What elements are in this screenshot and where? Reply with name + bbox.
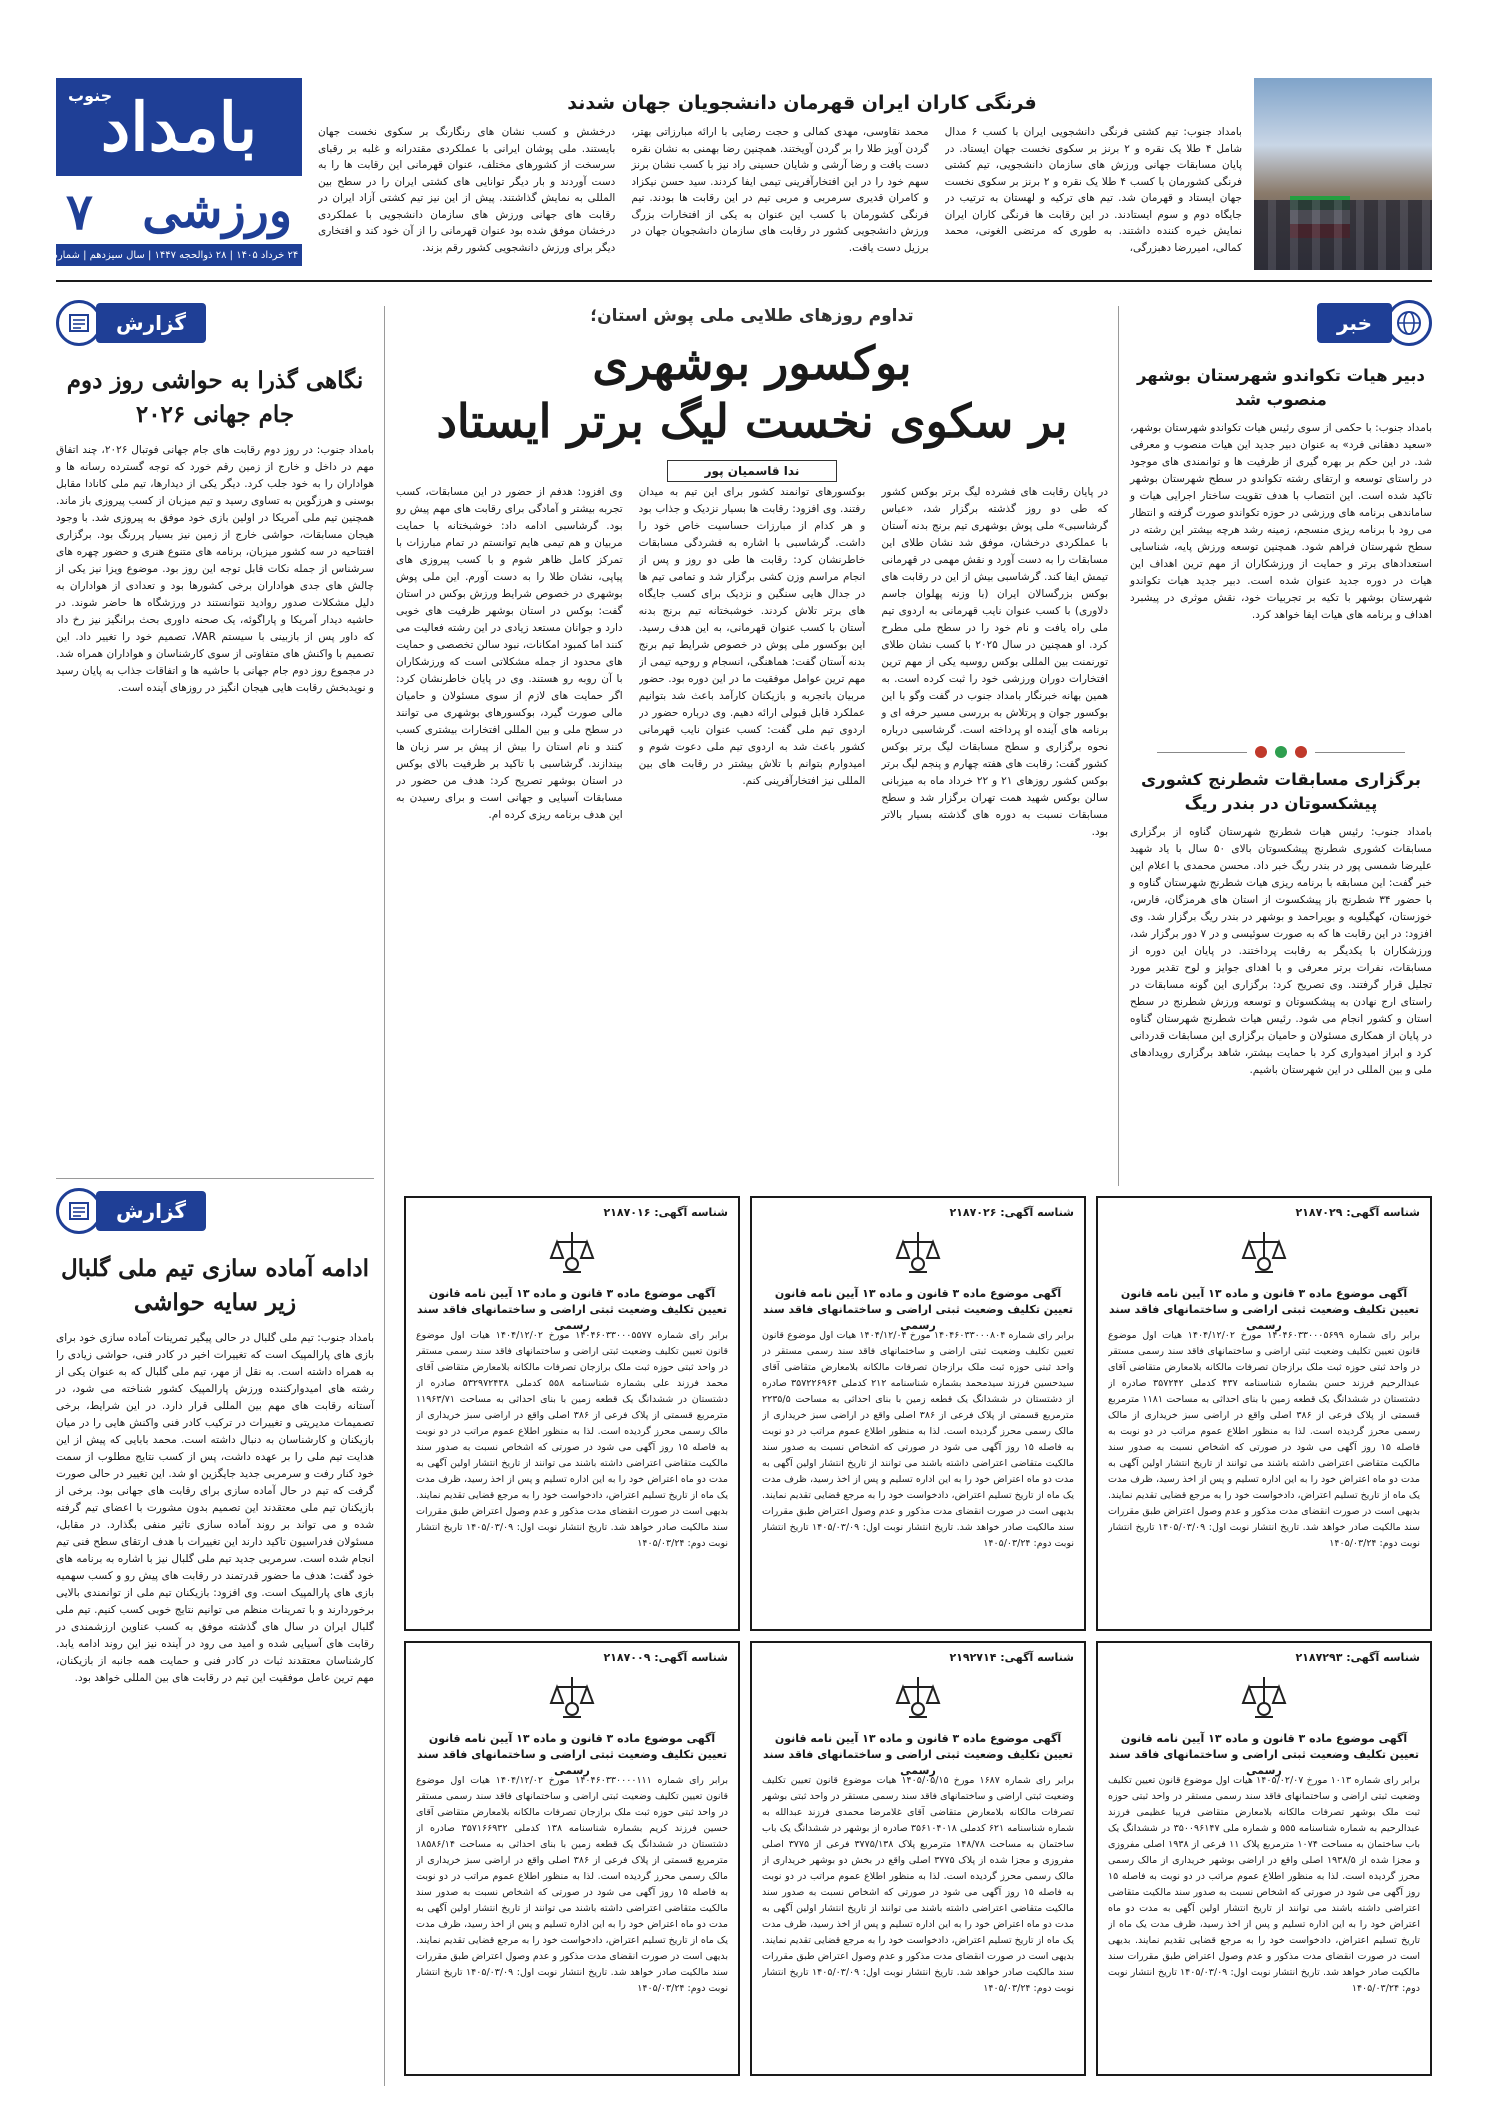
news-headline: دبیر هیات تکواندو شهرستان بوشهر منصوب شد — [1137, 366, 1425, 409]
emblem-icon — [891, 1673, 945, 1725]
top-story-headline: فرنگی کاران ایران قهرمان دانشجویان جهان شدند — [567, 92, 1037, 114]
ad-body: برابر رای شماره ۱۴۰۴۶۰۳۳۰۰۰۰۱۱۱ مورخ ۱۴۰۴/۱۲/۰۲ هیات اول موضوع قانون تعیین تکلیف وضعیت ثبتی اراضی و ساختمانهای فاقد سند رسمی مستقر در واحد ثبتی حوزه ثبت ملک برازجان تصرفات مالکانه بلامعارض متقاضی آقای حسین فرزند کریم بشماره شناسنامه ۱۳۸ کدملی ۳۵۷۱۶۶۹۳۲ صادره از دشتستان در ششدانگ یک قطعه زمین با بنای احداثی به مساحت ۱۸۵۸۶/۱۴ مترمربع قسمتی از پلاک فرعی از ۳۸۶ اصلی واقع در اراضی سبز خریداری از مالک رسمی محرز گردیده است. لذا به منظور اطلاع عموم مراتب در دو نوبت به فاصله ۱۵ روز آگهی می شود در صورتی که اشخاص نسبت به صدور سند مالکیت متقاضی اعتراضی داشته باشند می توانند از تاریخ انتشار اولین آگهی به مدت دو ماه اعتراض خود را به این اداره تسلیم و پس از اخذ رسید، ظرف مدت یک ماه از تاریخ تسلیم اعتراض، دادخواست خود را به مرجع قضایی تقدیم نمایند. بدیهی است در صورت انقضای مدت مذکور و عدم وصول اعتراض طبق مقررات سند مالکیت صادر خواهد شد. تاریخ انتشار نوبت اول: ۱۴۰۵/۰۳/۰۹ تاریخ انتشار نوبت دوم: ۱۴۰۵/۰۳/۲۴ — [416, 1775, 728, 1994]
ad-body: برابر رای شماره ۱۴۰۴۶۰۳۳۰۰۰۵۶۹۹ مورخ ۱۴۰۴/۱۲/۰۲ هیات اول موضوع قانون تعیین تکلیف وضعیت ثبتی اراضی و ساختمانهای فاقد سند رسمی مستقر در واحد ثبتی حوزه ثبت ملک برازجان تصرفات مالکانه بلامعارض متقاضی آقای عبدالرحیم فرزند حسن بشماره شناسنامه ۴۳۷ کدملی ۳۵۷۲۴۲ صادره از دشتستان در ششدانگ یک قطعه زمین با بنای احداثی به مساحت ۱۱۸۱ مترمربع قسمتی از پلاک فرعی از ۳۸۶ اصلی واقع در اراضی سبز خریداری از مالک رسمی محرز گردیده است. لذا به منظور اطلاع عموم مراتب در دو نوبت به فاصله ۱۵ روز آگهی می شود در صورتی که اشخاص نسبت به صدور سند مالکیت متقاضی اعتراضی داشته باشند می توانند از تاریخ انتشار اولین آگهی به مدت دو ماه اعتراض خود را به این اداره تسلیم و پس از اخذ رسید، ظرف مدت یک ماه از تاریخ تسلیم اعتراض، دادخواست خود را به مرجع قضایی تقدیم نمایند. بدیهی است در صورت انقضای مدت مذکور و عدم وصول اعتراض طبق مقررات سند مالکیت صادر خواهد شد. تاریخ انتشار نوبت اول: ۱۴۰۵/۰۳/۰۹ تاریخ انتشار نوبت دوم: ۱۴۰۵/۰۳/۲۴ — [1108, 1330, 1420, 1549]
section-title: ورزشی — [142, 183, 292, 239]
news-column — [1130, 306, 1432, 1186]
report-column-2 — [56, 1188, 374, 2088]
masthead-section-row — [56, 182, 302, 240]
report-tab-label: گزارش — [96, 303, 206, 343]
news-headline: برگزاری مسابقات شطرنج کشوری پیشکسوتان در بندر ریگ — [1141, 770, 1421, 813]
top-story-column: درخشش و کسب نشان های رنگارنگ بر سکوی نخست جهان بایستند. ملی پوشان ایرانی با عملکردی مقتدرانه و غلبه بر رقبای سرسخت از کشورهای مختلف، عنوان قهرمانی این رقابت ها را به دست آوردند و بار دیگر توانایی های کشتی ایران را در سطح بین المللی به نمایش گذاشتند. پیش از این نیز تیم کشتی آزاد ایران در رقابت های جهانی ورزش های سازمان دانشجویی با عملکردی درخشان موفق شده بود عنوان قهرمانی را از آن خود کند و افتخاری دیگر برای ورزش دانشجویی کشور رقم بزند. — [318, 126, 616, 254]
ad-number: شناسه آگهی: ۲۱۸۷۰۱۶ — [603, 1206, 728, 1219]
newspaper-page — [27, 78, 1433, 2088]
news-item-2 — [1130, 736, 1432, 1079]
masthead-logo-block — [56, 78, 302, 176]
ad-body: برابر رای شماره ۱۴۰۴۶۰۳۳۰۰۰۸۰۴ مورخ ۱۴۰۴/۱۲/۰۴ هیات اول موضوع قانون تعیین تکلیف وضعیت ثبتی اراضی و ساختمانهای فاقد سند رسمی مستقر در واحد ثبتی حوزه ثبت ملک برازجان تصرفات مالکانه بلامعارض متقاضی آقای سیدحسین فرزند سیدمحمد بشماره شناسنامه ۲۱۲ کدملی ۳۵۷۲۲۶۹۶۴ صادره از دشتستان در ششدانگ یک قطعه زمین با بنای احداثی به مساحت ۲۲۳۵/۵ مترمربع قسمتی از پلاک فرعی از ۳۸۶ اصلی واقع در اراضی سبز خریداری از مالک رسمی محرز گردیده است. لذا به منظور اطلاع عموم مراتب در دو نوبت به فاصله ۱۵ روز آگهی می شود در صورتی که اشخاص نسبت به صدور سند مالکیت متقاضی اعتراضی داشته باشند می توانند از تاریخ انتشار اولین آگهی به مدت دو ماه اعتراض خود را به این اداره تسلیم و پس از اخذ رسید، ظرف مدت یک ماه از تاریخ تسلیم اعتراض، دادخواست خود را به مرجع قضایی تقدیم نمایند. بدیهی است در صورت انقضای مدت مذکور و عدم وصول اعتراض طبق مقررات سند مالکیت صادر خواهد شد. تاریخ انتشار نوبت اول: ۱۴۰۵/۰۳/۰۹ تاریخ انتشار نوبت دوم: ۱۴۰۵/۰۳/۲۴ — [762, 1330, 1074, 1549]
ad-box — [750, 1641, 1086, 2076]
main-title-line1: بوکسور بوشهری — [592, 336, 912, 390]
ad-number: شناسه آگهی: ۲۱۸۷۰۲۹ — [1295, 1206, 1420, 1219]
report-column-1 — [56, 306, 374, 1186]
separator-dots — [1130, 746, 1432, 758]
column-divider — [1118, 306, 1119, 1186]
ad-body: برابر رای شماره ۱۶۸۷ مورخ ۱۴۰۵/۰۵/۱۵ هیات موضوع قانون تعیین تکلیف وضعیت ثبتی اراضی و ساختمانهای فاقد سند رسمی مستقر در واحد ثبتی بوشهر تصرفات مالکانه بلامعارض متقاضی آقای غلامرضا محمدی فرزند عبدالله به شماره شناسنامه ۶۲۱ کدملی ۳۵۶۱۰۴۰۱۸ صادره از بوشهر در ششدانگ یک باب ساختمان به مساحت ۱۴۸/۷۸ مترمربع پلاک ۳۷۷۵/۱۳۸ فرعی از ۳۷۷۵ اصلی مفروزی و مجزا شده از پلاک ۳۷۷۵ اصلی واقع در بخش دو بوشهر خریداری از مالک رسمی محرز گردیده است. لذا به منظور اطلاع عموم مراتب در دو نوبت به فاصله ۱۵ روز آگهی می شود در صورتی که اشخاص نسبت به صدور سند مالکیت متقاضی اعتراضی داشته باشند می توانند از تاریخ انتشار اولین آگهی به مدت دو ماه اعتراض خود را به این اداره تسلیم و پس از اخذ رسید، ظرف مدت یک ماه از تاریخ تسلیم اعتراض، دادخواست خود را به مرجع قضایی تقدیم نمایند. بدیهی است در صورت انقضای مدت مذکور و عدم وصول اعتراض طبق مقررات سند مالکیت صادر خواهد شد. تاریخ انتشار نوبت اول: ۱۴۰۵/۰۳/۰۹ تاریخ انتشار نوبت دوم: ۱۴۰۵/۰۳/۲۴ — [762, 1775, 1074, 1994]
ad-number: شناسه آگهی: ۲۱۸۷۲۹۳ — [1295, 1651, 1420, 1664]
ad-box — [1096, 1641, 1432, 2076]
top-divider — [56, 280, 1432, 282]
ad-title: آگهی موضوع ماده ۳ قانون و ماده ۱۳ آیین نامه قانون تعیین تکلیف وضعیت ثبتی اراضی و ساختمانهای فاقد سند رسمی — [762, 1732, 1073, 1777]
main-story-title — [396, 334, 1108, 450]
news-body: بامداد جنوب: رئیس هیات شطرنج شهرستان گناوه از برگزاری مسابقات کشوری شطرنج پیشکسوتان بالای ۵۰ سال با یاد شهید علیرضا شمسی پور در بندر ریگ خبر داد. محسن محمدی با اعلام این خبر گفت: این مسابقه با برنامه ریزی هیات شطرنج شهرستان گناوه و با حضور ۳۴ شطرنج باز پیشکسوت از استان های هرمزگان، فارس، خوزستان، کهگیلویه و بویراحمد و بوشهر در بندر ریگ برگزار شد. وی افزود: در این رقابت ها که به صورت سوئیسی و در ۷ دور برگزار شد، ورزشکاران با یکدیگر به رقابت پرداختند. در پایان این دوره از مسابقات، نفرات برتر معرفی و با اهدای جوایز و لوح تقدیر مورد تجلیل قرار گرفتند. وی تصریح کرد: برگزاری این گونه مسابقات در راستای ارج نهادن به پیشکسوتان و توسعه ورزش شطرنج در سطح استان و کشور انجام می شود. رئیس هیات شطرنج شهرستان گناوه در پایان از همکاری مسئولان و حامیان برگزاری این مسابقات قدردانی کرد و ابراز امیدواری کرد با حمایت بیشتر، شاهد برگزاری رویدادهای ملی و بین المللی در این شهرستان باشیم. — [1130, 826, 1433, 1076]
report-tab — [56, 1188, 206, 1234]
masthead-logo: بامداد — [100, 88, 258, 166]
report-content — [56, 1240, 374, 1687]
ad-title: آگهی موضوع ماده ۳ قانون و ماده ۱۳ آیین نامه قانون تعیین تکلیف وضعیت ثبتی اراضی و ساختمانهای فاقد سند رسمی — [1108, 1732, 1419, 1777]
section-divider — [56, 1178, 374, 1179]
news-item-1 — [1130, 364, 1432, 624]
main-title-line2: بر سکوی نخست لیگ برتر ایستاد — [436, 394, 1068, 448]
ad-number: شناسه آگهی: ۲۱۸۷۰۲۶ — [949, 1206, 1074, 1219]
ad-box — [404, 1196, 740, 1631]
red-dot-icon — [1295, 746, 1307, 758]
emblem-icon — [1237, 1228, 1291, 1280]
top-story-text — [318, 124, 1242, 270]
masthead-logo-sub: جنوب — [68, 86, 113, 105]
main-story-column: وی افزود: هدفم از حضور در این مسابقات، کسب تجربه بیشتر و آمادگی برای رقابت های مهم پیش رو بود. گرشاسبی ادامه داد: خوشبختانه با حمایت مربیان و هم تیمی هایم توانستم در تمام مبارزات با تمرکز کامل ظاهر شوم و با کسب پیروزی های پیاپی، نشان طلا را به دست آورم. این ملی پوش بوشهری در خصوص شرایط ورزش بوکس در استان گفت: بوکس در استان بوشهر ظرفیت های خوبی دارد و جوانان مستعد زیادی در این رشته فعالیت می کنند اما کمبود امکانات، نبود سالن تخصصی و حمایت های محدود از جمله مشکلاتی است که ورزشکاران با آن روبه رو هستند. وی در پایان خاطرنشان کرد: اگر حمایت های لازم از سوی مسئولان و حامیان مالی صورت گیرد، بوکسورهای بوشهری می توانند در سطح ملی و بین المللی افتخارات بیشتری کسب کنند و نام استان را بیش از پیش بر سر زبان ها بیندازند. گرشاسبی با تاکید بر ظرفیت بالای بوکس در استان بوشهر تصریح کرد: هدف من حضور در مسابقات آسیایی و جهانی است و برای رسیدن به این هدف برنامه ریزی کرده ام. — [395, 486, 623, 821]
team-members-shape — [1254, 200, 1432, 270]
ad-box — [404, 1641, 740, 2076]
report-tab — [56, 300, 206, 346]
emblem-icon — [891, 1228, 945, 1280]
top-band — [27, 78, 1432, 273]
report-headline: ادامه آماده سازی تیم ملی گلبال زیر سایه حواشی — [60, 1255, 370, 1316]
main-story — [396, 306, 1108, 1186]
top-story-column: بامداد جنوب: تیم کشتی فرنگی دانشجویی ایران با کسب ۶ مدال شامل ۴ طلا یک نقره و ۲ برنز بر سکوی نخست جهان ایستاد. در پایان مسابقات جهانی ورزش های سازمان دانشجویی، تیم کشتی فرنگی کشورمان با کسب ۴ طلا یک نقره و ۲ برنز بر سکوی نخست جهان ایستاد و قهرمان شد. تیم های ترکیه و لهستان به ترتیب در جایگاه دوم و سوم ایستادند. در این رقابت ها فرنگی کاران ایران نمایش خیره کننده داشتند. به طوری که مرتضی الغونی، محمد کمالی، امیررضا دهبزرگی، — [944, 126, 1242, 254]
main-story-column: بوکسورهای توانمند کشور برای این تیم به میدان رفتند. وی افزود: رقابت ها بسیار نزدیک و جذاب بود و هر کدام از مبارزات حساسیت خاص خود را داشت. گرشاسبی با اشاره به فشردگی مسابقات خاطرنشان کرد: رقابت ها طی دو روز و پس از انجام مراسم وزن کشی برگزار شد و تمامی تیم ها در جدال هایی سنگین و نزدیک برای کسب جایگاه های برتر تلاش کردند. خوشبختانه تیم برنج بدنه آستان با کسب عنوان قهرمانی، به این هدف رسید. این بوکسور ملی پوش در خصوص شرایط تیم برنج بدنه آستان گفت: هماهنگی، انسجام و روحیه تیمی از مهم ترین عوامل موفقیت ما در این دوره بود. حضور مربیان باتجربه و بازیکنان کارآمد باعث شد بتوانیم عملکرد قابل قبولی ارائه دهیم. وی درباره حضور در اردوی تیم ملی گفت: کسب عنوان نایب قهرمانی کشور باعث شد به اردوی تیم ملی دعوت شوم و امیدوارم بتوانم با تلاش بیشتر در رقابت های بین المللی نیز افتخارآفرینی کنم. — [638, 486, 866, 787]
globe-icon — [1386, 300, 1432, 346]
ad-title: آگهی موضوع ماده ۳ قانون و ماده ۱۳ آیین نامه قانون تعیین تکلیف وضعیت ثبتی اراضی و ساختمانهای فاقد سند رسمی — [1108, 1287, 1419, 1332]
top-story — [318, 78, 1432, 273]
emblem-icon — [545, 1228, 599, 1280]
main-story-columns — [396, 484, 1108, 1184]
report-headline: نگاهی گذرا به حواشی روز دوم جام جهانی ۲۰۲۶ — [66, 367, 364, 428]
byline: ندا قاسمیان پور — [667, 460, 837, 482]
news-tab — [1317, 300, 1432, 346]
ad-number: شناسه آگهی: ۲۱۸۷۰۰۹ — [603, 1651, 728, 1664]
column-divider — [384, 306, 385, 2086]
emblem-icon — [545, 1673, 599, 1725]
ad-box — [750, 1196, 1086, 1631]
news-tab-label: خبر — [1317, 303, 1392, 343]
report-body: بامداد جنوب: در روز دوم رقابت های جام جهانی فوتبال ۲۰۲۶، چند اتفاق مهم در داخل و خارج از زمین رقم خورد که توجه گسترده رسانه ها و هواداران را به خود جلب کرد. دیگر یکی از دیدارها، تیم ملی کانادا مقابل بوسنی و هرزگوین به تساوی رسید و تیم میزبان از کسب پیروزی باز ماند. همچنین تیم ملی آمریکا در اولین بازی خود موفق به پیروزی شد. با وجود هیجان مسابقات، حواشی خارج از زمین نیز بسیار پررنگ بود. برگزاری افتتاحیه در سه کشور میزبان، برنامه های متنوع هنری و حضور چهره های سرشناس از جمله نکات قابل توجه این روز بود. موضوع ویزا نیز یکی از چالش های جدی هواداران برخی کشورها بود و تعدادی از هواداران به دلیل مشکلات صدور روادید نتوانستند در ورزشگاه ها حاضر شوند. در حاشیه دیدار آمریکا و پاراگوئه، یک صحنه داوری بحث برانگیز نیز رخ داد که داور پس از بازبینی با سیستم VAR، تصمیم خود را تغییر داد. این تصمیم با واکنش های متفاوتی از سوی کارشناسان و هواداران همراه شد. در مجموع روز دوم جام جهانی با حاشیه ها و اتفاقات جذاب به پایان رسید و نویدبخش رقابت هایی هیجان انگیز در روزهای آینده است. — [56, 444, 375, 694]
ad-body: برابر رای شماره ۱۴۰۴۶۰۳۳۰۰۰۵۵۷۷ مورخ ۱۴۰۴/۱۲/۰۲ هیات اول موضوع قانون تعیین تکلیف وضعیت ثبتی اراضی و ساختمانهای فاقد سند رسمی مستقر در واحد ثبتی حوزه ثبت ملک برازجان تصرفات مالکانه بلامعارض متقاضی آقای محمد فرزند علی بشماره شناسنامه ۵۵۸ کدملی ۵۳۲۹۷۲۴۳۸ صادره از دشتستان در ششدانگ یک قطعه زمین با بنای احداثی به مساحت ۱۱۹۶۳/۷۱ مترمربع قسمتی از پلاک فرعی از ۳۸۶ اصلی واقع در اراضی سبز خریداری از مالک رسمی محرز گردیده است. لذا به منظور اطلاع عموم مراتب در دو نوبت به فاصله ۱۵ روز آگهی می شود در صورتی که اشخاص نسبت به صدور سند مالکیت متقاضی اعتراضی داشته باشند می توانند از تاریخ انتشار اولین آگهی به مدت دو ماه اعتراض خود را به این اداره تسلیم و پس از اخذ رسید، ظرف مدت یک ماه از تاریخ تسلیم اعتراض، دادخواست خود را به مرجع قضایی تقدیم نمایند. بدیهی است در صورت انقضای مدت مذکور و عدم وصول اعتراض طبق مقررات سند مالکیت صادر خواهد شد. تاریخ انتشار نوبت اول: ۱۴۰۵/۰۳/۰۹ تاریخ انتشار نوبت دوم: ۱۴۰۵/۰۳/۲۴ — [416, 1330, 728, 1549]
emblem-icon — [1237, 1673, 1291, 1725]
report-tab-label: گزارش — [96, 1191, 206, 1231]
top-story-column: محمد نقاوسی، مهدی کمالی و حجت رضایی با ارائه مبارزاتی بهتر، گردن آویز طلا را بر گردن آویختند. همچنین رضا بهمنی به نشان نقره دست یافت و رضا آرشی و شایان حسینی راد نیز با کسب نشان برنز سهم خود را در این افتخارآفرینی تیمی ایفا کردند. سید حسن نیکزاد و کامران قدیری سرمربی و مربی تیم در این رقابت ها بودند. تیم فرنگی کشورمان با کسب این عنوان به یکی از افتخارات بزرگ ورزش دانشجویی کشور در رقابت های سازمان دانشجویان جهان در برزیل دست یافت. — [631, 126, 929, 254]
report-content — [56, 352, 374, 697]
ad-title: آگهی موضوع ماده ۳ قانون و ماده ۱۳ آیین نامه قانون تعیین تکلیف وضعیت ثبتی اراضی و ساختمانهای فاقد سند رسمی — [416, 1732, 727, 1777]
issue-date-line: یکشنبه ۲۴ خرداد ۱۴۰۵ | ۲۸ ذوالحجه ۱۴۴۷ | سال سیزدهم | شماره ۳۰۶۳ — [56, 244, 302, 266]
news-body: بامداد جنوب: با حکمی از سوی رئیس هیات تکواندو شهرستان بوشهر، «سعید دهقانی فرد» به عنوان دبیر جدید این هیات منصوب و معرفی شد. در این حکم بر بهره گیری از ظرفیت ها و توانمندی های موجود در راستای توسعه و ارتقای رشته تکواندو در سطح شهرستان بوشهر تاکید شده است. این انتصاب با هدف تقویت ساختار اجرایی هیات و ساماندهی برنامه های ورزشی در حوزه تکواندو صورت گرفته و انتظار می رود با برنامه ریزی منسجم، زمینه رشد هرچه بیشتر این رشته در سطح شهرستان فراهم شود. همچنین توسعه ورزش پایه، شناسایی استعدادهای برتر و حمایت از ورزشکاران از مهم ترین اهداف این هیات در دوره جدید عنوان شده است. دبیر جدید هیات تکواندو شهرستان بوشهر با تکیه بر تجربیات خود، نقش موثری در پیشبرد اهداف و برنامه های هیات ایفا خواهد کرد. — [1130, 422, 1432, 621]
main-story-column: در پایان رقابت های فشرده لیگ برتر بوکس کشور که طی دو روز گذشته برگزار شد، «عباس گرشاسبی» ملی پوش بوشهری تیم برنج بدنه آستان با عملکردی درخشان، موفق شد نشان طلای این مسابقات را به دست آورد و نقش مهمی در قهرمانی تیمش ایفا کند. گرشاسبی بیش از این در رقابت های بوکس بزرگسالان ایران (با وزنه پهلوان جاسم دلاوری) با کسب عنوان نایب قهرمانی به اردوی تیم ملی راه یافت و نام خود را در سطح ملی مطرح کرد. او همچنین در سال ۲۰۲۵ با کسب نشان طلای تورنمنت بین المللی بوکس روسیه یکی از مهم ترین افتخارات دوران ورزشی خود را ثبت کرده است. به همین بهانه خبرنگار بامداد جنوب در گفت وگو با این بوکسور جوان و پرتلاش به بررسی مسیر حرفه ای و برنامه های آینده او پرداخته است. گرشاسبی درباره نحوه برگزاری و سطح مسابقات لیگ برتر بوکس کشور گفت: رقابت های هفته چهارم و پنجم لیگ برتر بوکس کشور روزهای ۲۱ و ۲۲ خرداد ماه به میزبانی سالن بوکس شهید همت تهران برگزار شد و سطح مسابقات نسبت به دوره های گذشته بسیار بالاتر بود. — [881, 486, 1108, 838]
main-story-kicker: تداوم روزهای طلایی ملی پوش استان؛ — [590, 306, 914, 326]
ad-box — [1096, 1196, 1432, 1631]
ad-number: شناسه آگهی: ۲۱۹۲۷۱۴ — [949, 1651, 1074, 1664]
ad-title: آگهی موضوع ماده ۳ قانون و ماده ۱۳ آیین نامه قانون تعیین تکلیف وضعیت ثبتی اراضی و ساختمانهای فاقد سند رسمی — [762, 1287, 1073, 1332]
green-dot-icon — [1275, 746, 1287, 758]
wrestling-team-photo — [1254, 78, 1432, 270]
page-number: ۷ — [66, 181, 93, 241]
masthead — [27, 78, 331, 273]
report-body: بامداد جنوب: تیم ملی گلبال در حالی پیگیر تمرینات آماده سازی خود برای بازی های پارالمپیک است که تغییرات اخیر در کادر فنی، حواشی زیادی را به همراه داشته است. به نقل از مهر، تیم ملی گلبال که به عنوان یکی از رشته های امیدوارکننده ورزش پارالمپیک کشور شناخته می شود، در آستانه رقابت های مهم بین المللی قرار دارد. در این شرایط، برخی تصمیمات مدیریتی و تغییرات در ترکیب کادر فنی واکنش هایی را در میان بازیکنان و کارشناسان به دنبال داشته است. محمد بابایی که پیش از این هدایت تیم ملی را بر عهده داشت، پس از کسب نتایج مطلوب از سمت خود کنار رفت و سرمربی جدید جایگزین او شد. این تغییر در حالی صورت گرفت که تیم در حال آماده سازی برای رقابت های جهانی بود. برخی از بازیکنان تیم ملی معتقدند این تصمیم بدون مشورت با اعضای تیم گرفته شده و می تواند بر روند آماده سازی تاثیر منفی بگذارد. در مقابل، مسئولان فدراسیون تاکید دارند این تغییرات با هدف ارتقای سطح فنی تیم انجام شده است. سرمربی جدید تیم ملی گلبال نیز با اشاره به برنامه های خود گفت: هدف ما حضور قدرتمند در رقابت های پیش رو و کسب سهمیه بازی های پارالمپیک است. وی افزود: بازیکنان تیم ملی از توانمندی بالایی برخوردارند و با تمرینات منظم می توانیم نتایج خوبی کسب کنیم. تیم ملی گلبال ایران در سال های گذشته موفق به کسب عناوین ارزشمندی در رقابت های آسیایی شده و امید می رود در آینده نیز این روند ادامه یابد. کارشناسان معتقدند ثبات در کادر فنی و حمایت همه جانبه از بازیکنان، مهم ترین عامل موفقیت این تیم در رقابت های بین المللی خواهد بود. — [56, 1332, 374, 1684]
ad-body: برابر رای شماره ۱۰۱۳ مورخ ۱۴۰۵/۰۲/۰۷ هیات اول موضوع قانون تعیین تکلیف وضعیت ثبتی اراضی و ساختمانهای فاقد سند رسمی مستقر در واحد ثبتی حوزه ثبت ملک بوشهر تصرفات مالکانه بلامعارض متقاضی فریبا عظیمی فرزند عبدالرحیم به شماره شناسنامه ۵۵۵ و شماره ملی ۳۵۰۰۹۶۱۴۷ در ششدانگ یک باب ساختمان به مساحت ۱۰۷۴ مترمربع پلاک ۱۱ فرعی از ۱۹۳۸ اصلی مفروزی و مجزا شده از ۱۹۳۸/۵ اصلی واقع در اراضی بوشهر خریداری از مالک رسمی محرز گردیده است. لذا به منظور اطلاع عموم مراتب در دو نوبت به فاصله ۱۵ روز آگهی می شود در صورتی که اشخاص نسبت به صدور سند مالکیت متقاضی اعتراضی داشته باشند می توانند از تاریخ انتشار اولین آگهی به مدت دو ماه اعتراض خود را به این اداره تسلیم و پس از اخذ رسید، ظرف مدت یک ماه از تاریخ تسلیم اعتراض، دادخواست خود را به مرجع قضایی تقدیم نمایند. بدیهی است در صورت انقضای مدت مذکور و عدم وصول اعتراض طبق مقررات سند مالکیت صادر خواهد شد. تاریخ انتشار نوبت اول: ۱۴۰۵/۰۳/۰۹ تاریخ انتشار نوبت دوم: ۱۴۰۵/۰۳/۲۴ — [1108, 1775, 1420, 1994]
ad-title: آگهی موضوع ماده ۳ قانون و ماده ۱۳ آیین نامه قانون تعیین تکلیف وضعیت ثبتی اراضی و ساختمانهای فاقد سند رسمی — [416, 1287, 727, 1332]
red-dot-icon — [1255, 746, 1267, 758]
